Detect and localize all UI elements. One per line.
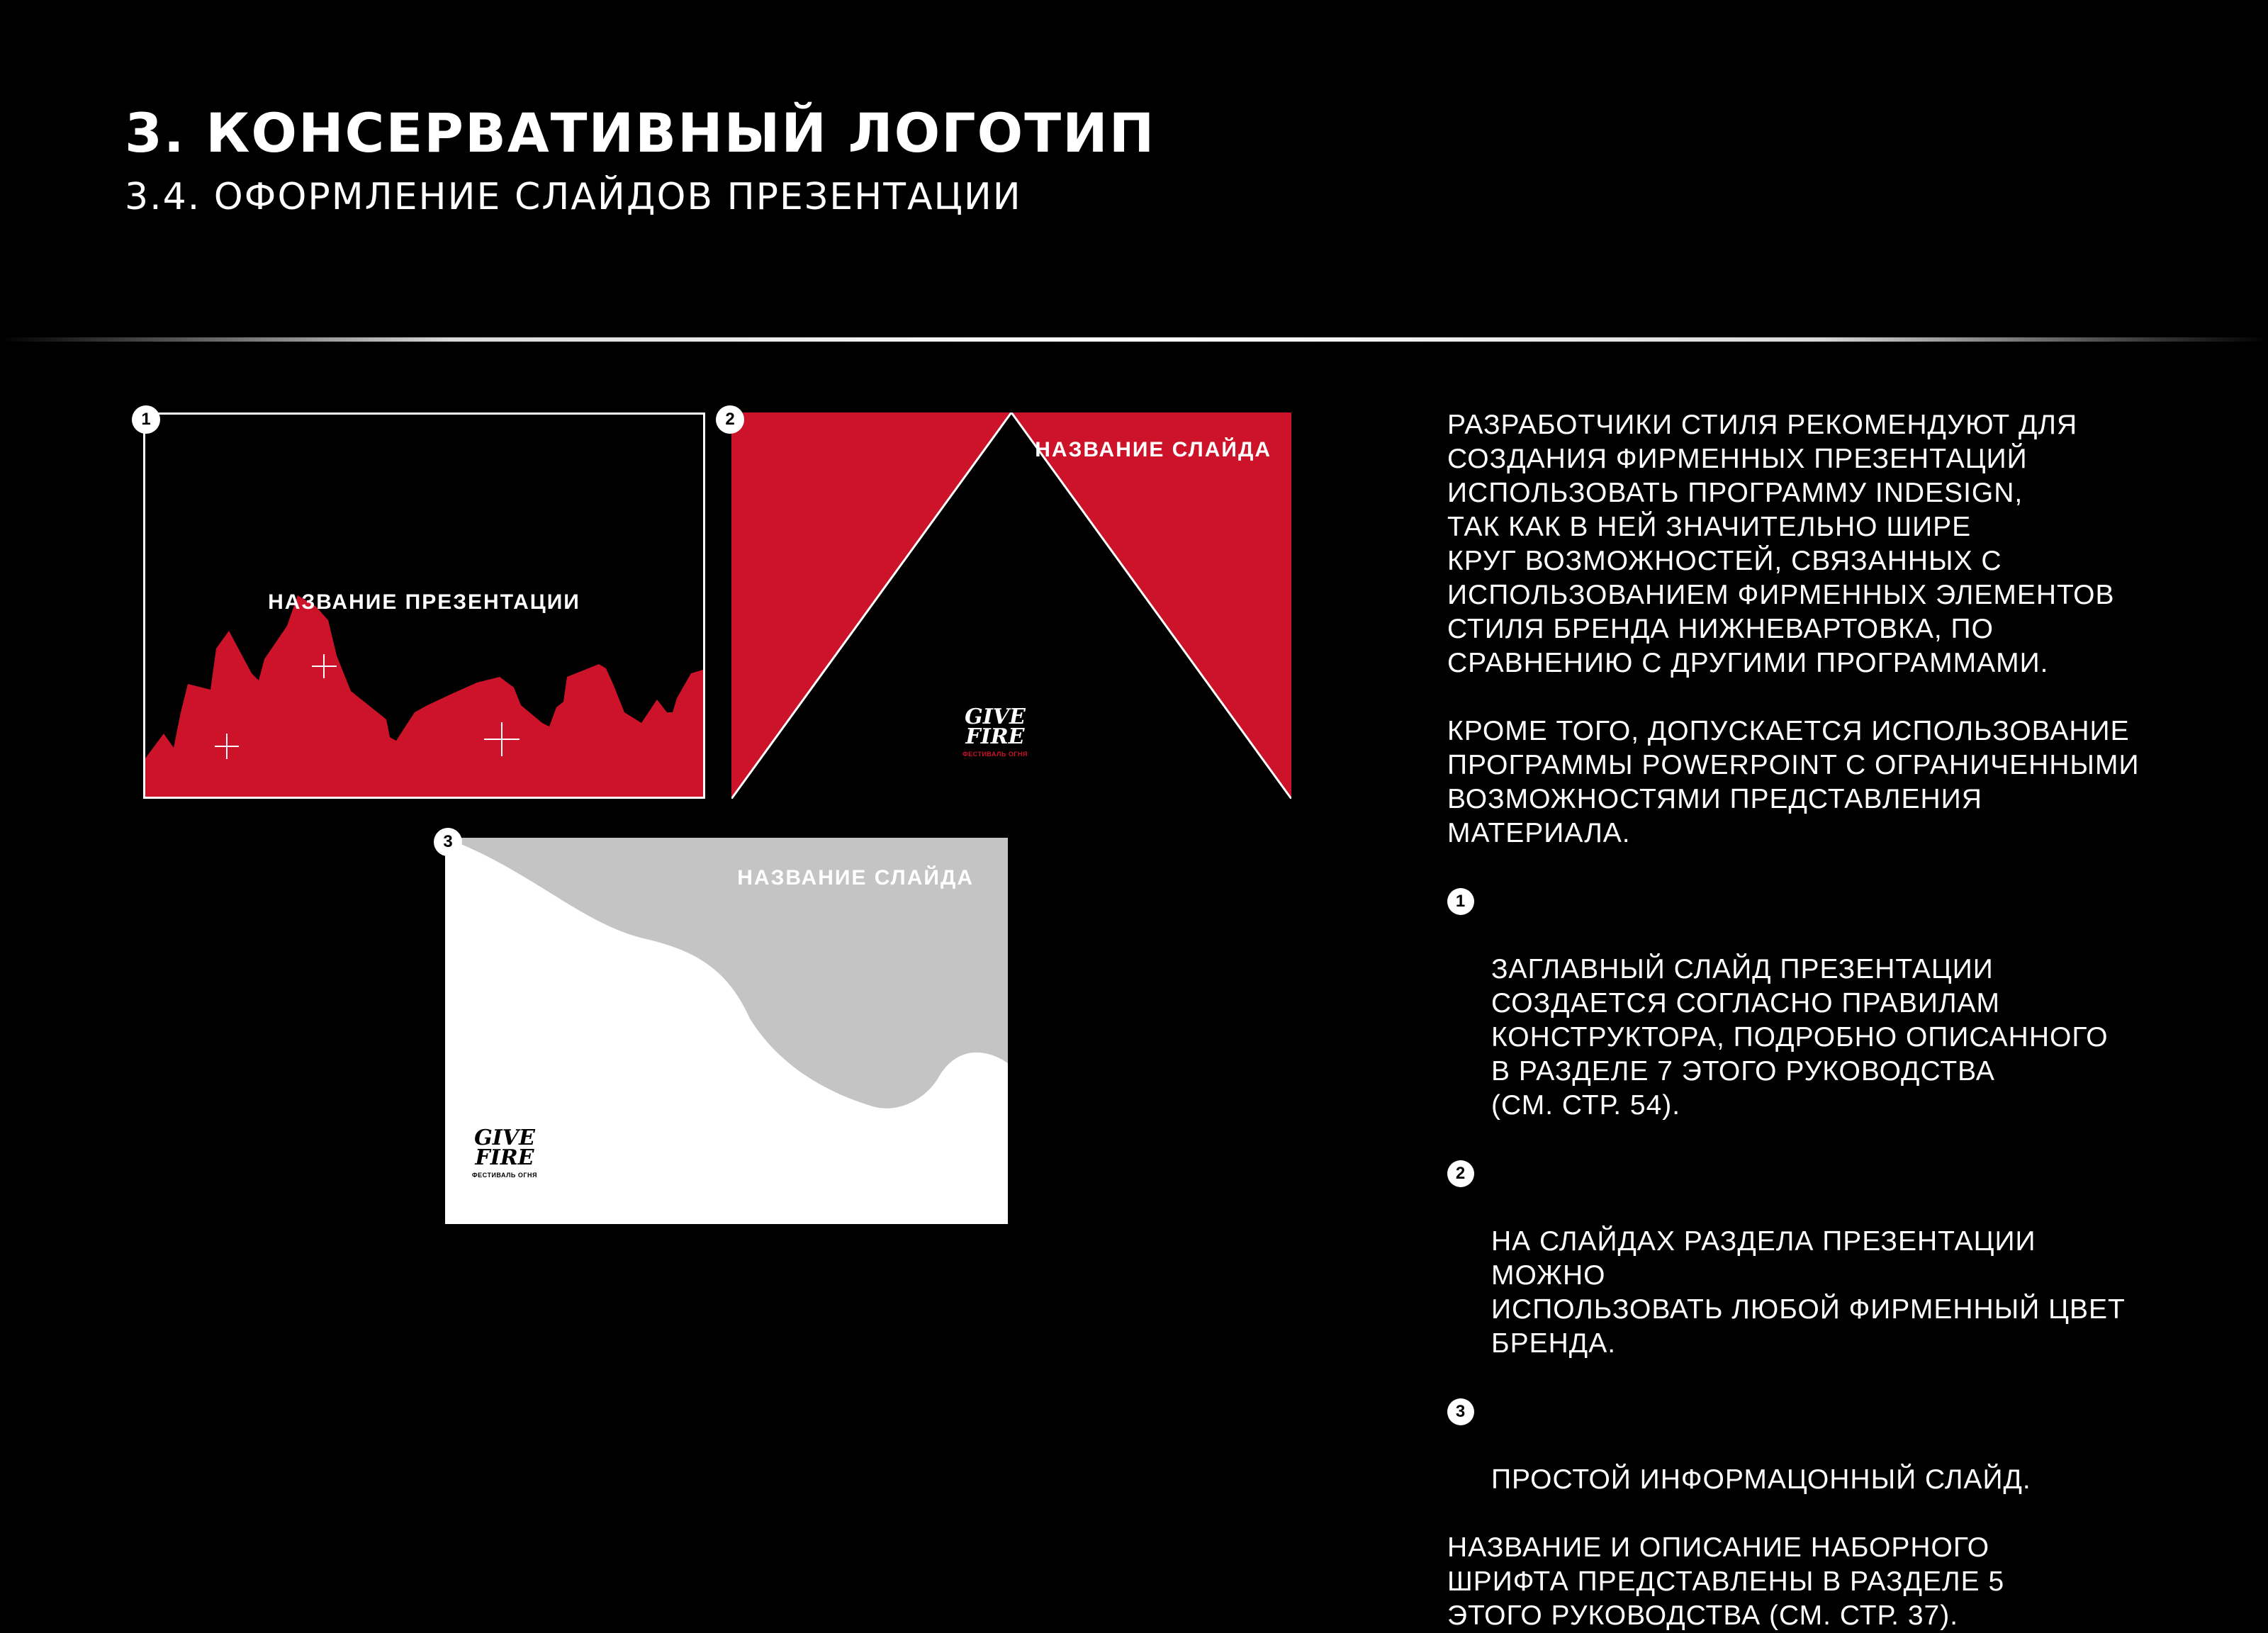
note-item	[1447, 1395, 2156, 1497]
note-item	[1447, 1157, 2156, 1361]
note-text: ЗАГЛАВНЫЙ СЛАЙД ПРЕЗЕНТАЦИИ СОЗДАЕТСЯ СОГЛАСНО ПРАВИЛАМ КОНСТРУКТОРА, ПОДРОБНО ОПИСАННОГО В РАЗДЕЛЕ 7 ЭТОГО РУКОВОДСТВА (СМ. СТР. 54).	[1491, 954, 2109, 1121]
slide-title-example	[143, 413, 705, 799]
slide-number-badge: 3	[434, 828, 462, 856]
intro-paragraph: РАЗРАБОТЧИКИ СТИЛЯ РЕКОМЕНДУЮТ ДЛЯ СОЗДАНИЯ ФИРМЕННЫХ ПРЕЗЕНТАЦИЙ ИСПОЛЬЗОВАТЬ ПРОГРАММУ INDESIGN, ТАК КАК В НЕЙ ЗНАЧИТЕЛЬНО ШИРЕ КРУГ ВОЗМОЖНОСТЕЙ, СВЯЗАННЫХ С ИСПОЛЬЗОВАНИЕМ ФИРМЕННЫХ ЭЛЕМЕНТОВ СТИЛЯ БРЕНДА НИЖНЕВАРТОВКА, ПО СРАВНЕНИЮ С ДРУГИМИ ПРОГРАММАМИ.	[1447, 410, 2115, 678]
note-text: НА СЛАЙДАХ РАЗДЕЛА ПРЕЗЕНТАЦИИ МОЖНО ИСПОЛЬЗОВАТЬ ЛЮБОЙ ФИРМЕННЫЙ ЦВЕТ БРЕНДА.	[1491, 1226, 2126, 1359]
font-note-paragraph: НАЗВАНИЕ И ОПИСАНИЕ НАБОРНОГО ШРИФТА ПРЕДСТАВЛЕНЫ В РАЗДЕЛЕ 5 ЭТОГО РУКОВОДСТВА (СМ. СТР. 37).	[1447, 1532, 2005, 1631]
note-number-badge: 2	[1447, 1160, 1474, 1187]
slide-number-badge: 1	[132, 405, 160, 434]
festival-logo: GIVE FIRE ФЕСТИВАЛЬ ОГНЯ	[962, 705, 1028, 758]
slide-info-example	[445, 838, 1008, 1224]
note-number-badge: 1	[1447, 888, 1474, 915]
slide-info-title: НАЗВАНИЕ СЛАЙДА	[737, 866, 974, 890]
header-divider	[0, 337, 2268, 342]
slide-title-text: НАЗВАНИЕ ПРЕЗЕНТАЦИИ	[268, 590, 580, 614]
note-number-badge: 3	[1447, 1398, 1474, 1425]
page-subtitle: 3.4. ОФОРМЛЕНИЕ СЛАЙДОВ ПРЕЗЕНТАЦИИ	[125, 176, 1022, 218]
slide-number-badge: 2	[716, 405, 744, 434]
note-item	[1447, 885, 2156, 1123]
description-text	[1447, 408, 2156, 1633]
note-text: ПРОСТОЙ ИНФОРМАЦОННЫЙ СЛАЙД.	[1491, 1464, 2031, 1495]
powerpoint-paragraph: КРОМЕ ТОГО, ДОПУСКАЕТСЯ ИСПОЛЬЗОВАНИЕ ПРОГРАММЫ POWERPOINT С ОГРАНИЧЕННЫМИ ВОЗМОЖНОСТЯМИ ПРЕДСТАВЛЕНИЯ МАТЕРИАЛА.	[1447, 716, 2140, 848]
festival-logo: GIVE FIRE ФЕСТИВАЛЬ ОГНЯ	[472, 1126, 537, 1179]
slide-section-title: НАЗВАНИЕ СЛАЙДА	[1035, 438, 1271, 461]
page-title: 3. КОНСЕРВАТИВНЫЙ ЛОГОТИП	[125, 101, 1156, 164]
slide-section-example	[731, 413, 1291, 799]
